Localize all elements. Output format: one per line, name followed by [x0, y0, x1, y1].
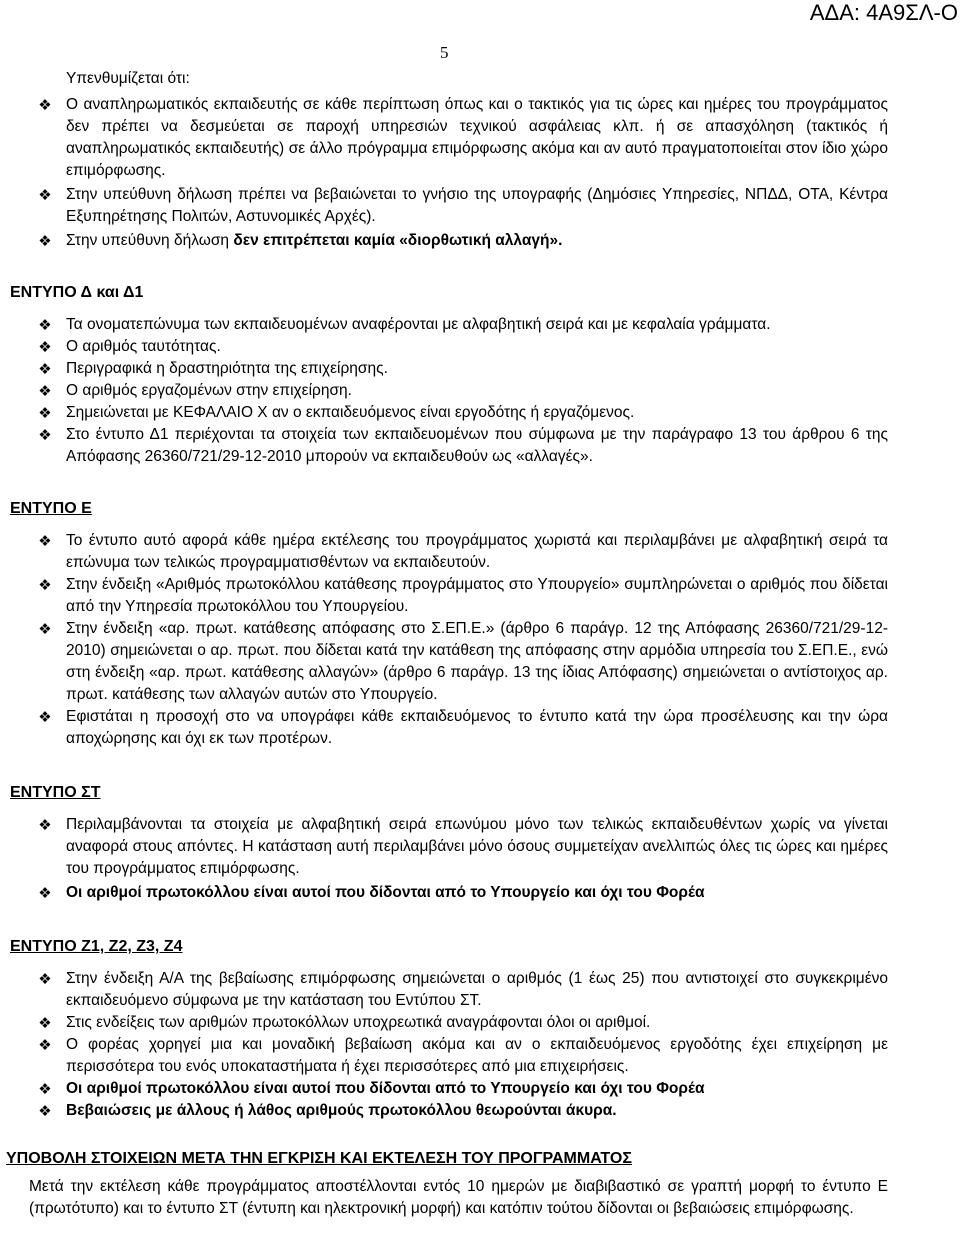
diamond-bullet-icon: ❖: [38, 382, 52, 400]
list-item-text: Ο αριθμός ταυτότητας.: [66, 338, 221, 355]
diamond-bullet-icon: ❖: [38, 360, 52, 378]
list-item-text: Τα ονοματεπώνυμα των εκπαιδευομένων αναφέρονται με αλφαβητική σειρά και με κεφαλαία γράμματα.: [66, 316, 771, 333]
list-item-bold-text: Οι αριθμοί πρωτοκόλλου είναι αυτοί που δίδονται από το Υπουργείο και όχι του Φορέα: [66, 1080, 705, 1097]
list-item: [0, 1078, 960, 1100]
list-item: [0, 574, 960, 618]
diamond-bullet-icon: ❖: [38, 338, 52, 356]
diamond-bullet-icon: ❖: [38, 232, 52, 250]
diamond-bullet-icon: ❖: [38, 404, 52, 422]
diamond-bullet-icon: ❖: [38, 1036, 52, 1054]
list-item-bold-text: δεν επιτρέπεται καμία «διορθωτική αλλαγή».: [233, 232, 563, 249]
section-heading-e: ΕΝΤΥΠΟ Ε: [10, 500, 92, 517]
list-item: [0, 530, 960, 574]
list-item: [0, 1034, 960, 1078]
diamond-bullet-icon: ❖: [38, 1102, 52, 1120]
diamond-bullet-icon: ❖: [38, 316, 52, 334]
list-item-text: Στην ένδειξη Α/Α της βεβαίωσης επιμόρφωσης σημειώνεται ο αριθμός (1 έως 25) που αντιστοιχεί στο συγκεκριμένο εκπαιδευόμενο σύμφωνα με την κατάσταση του Εντύπου ΣΤ.: [66, 970, 888, 1009]
diamond-bullet-icon: ❖: [38, 884, 52, 902]
list-item-text: Ο αναπληρωματικός εκπαιδευτής σε κάθε περίπτωση όπως και ο τακτικός για τις ώρες και ημέρες του προγράμματος δεν πρέπει να δεσμεύεται σε παροχή υπηρεσιών τεχνικού ασφάλειας κλπ. ή σε απασχόληση (τακτικός ή αναπληρωματικός εκπαιδευτής) σε άλλο πρόγραμμα επιμόρφωσης ακόμα και αν αυτό πραγματοποιείται στον ίδιο χώρο επιμόρφωσης.: [66, 96, 888, 179]
section-heading-d: ΕΝΤΥΠΟ Δ και Δ1: [10, 284, 144, 301]
section-heading-z: ΕΝΤΥΠΟ Ζ1, Ζ2, Ζ3, Ζ4: [10, 938, 183, 955]
section-st-list: [0, 814, 960, 904]
diamond-bullet-icon: ❖: [38, 620, 52, 638]
list-item: [0, 402, 960, 424]
list-item-text: Περιγραφικά η δραστηριότητα της επιχείρησης.: [66, 360, 388, 377]
page-number: 5: [440, 43, 449, 62]
list-item-text: Στην υπεύθυνη δήλωση πρέπει να βεβαιώνεται το γνήσιο της υπογραφής (Δημόσιες Υπηρεσίες, ΝΠΔΔ, ΟΤΑ, Κέντρα Εξυπηρέτησης Πολιτών, Αστυνομικές Αρχές).: [66, 186, 888, 225]
submission-paragraph: Μετά την εκτέλεση κάθε προγράμματος αποστέλλονται εντός 10 ημερών με διαβιβαστικό σε γραπτή μορφή το έντυπο Ε (πρωτότυπο) και το έντυπο ΣΤ (έντυπη και ηλεκτρονική μορφή) και κατόπιν τούτου δίδονται οι βεβαιώσεις επιμόρφωσης.: [29, 1178, 888, 1217]
list-item: [0, 314, 960, 336]
ada-code: ΑΔΑ: 4Α9ΣΛ-Ο: [809, 0, 958, 25]
list-item-text: Στην υπεύθυνη δήλωση: [66, 232, 234, 249]
list-item: [0, 230, 960, 252]
diamond-bullet-icon: ❖: [38, 1014, 52, 1032]
document-body: [0, 68, 960, 1220]
diamond-bullet-icon: ❖: [38, 1080, 52, 1098]
list-item: [0, 94, 960, 182]
list-item: [0, 968, 960, 1012]
list-item: [0, 1100, 960, 1122]
list-item-text: Περιλαμβάνονται τα στοιχεία με αλφαβητική σειρά επωνύμου μόνο των τελικώς εκπαιδευθέντων χωρίς να γίνεται αναφορά στους απόντες. Η κατάσταση αυτή περιλαμβάνει μόνο όσους συμμετείχαν ανελλιπώς όλες τις ώρες και ημέρες του προγράμματος επιμόρφωσης.: [66, 816, 888, 877]
section-z-list: [0, 968, 960, 1122]
list-item: [0, 184, 960, 228]
list-item-text: Το έντυπο αυτό αφορά κάθε ημέρα εκτέλεσης του προγράμματος χωριστά και περιλαμβάνει με αλφαβητική σειρά τα επώνυμα των τελικώς προγραμματισθέντων να εκπαιδευτούν.: [66, 532, 888, 571]
list-item-text: Στο έντυπο Δ1 περιέχονται τα στοιχεία των εκπαιδευομένων που σύμφωνα με την παράγραφο 13 του άρθρου 6 της Απόφασης 26360/721/29-12-2010 μπορούν να εκπαιδευθούν ως «αλλαγές».: [66, 426, 888, 465]
diamond-bullet-icon: ❖: [38, 576, 52, 594]
list-item: [0, 380, 960, 402]
list-item-bold-text: Οι αριθμοί πρωτοκόλλου είναι αυτοί που δίδονται από το Υπουργείο και όχι του Φορέα: [66, 884, 705, 901]
reminder-list: [0, 94, 960, 252]
list-item: [0, 882, 960, 904]
list-item: [0, 358, 960, 380]
list-item: [0, 618, 960, 706]
section-e-list: [0, 530, 960, 750]
diamond-bullet-icon: ❖: [38, 96, 52, 114]
reminder-title: Υπενθυμίζεται ότι:: [66, 70, 190, 87]
diamond-bullet-icon: ❖: [38, 708, 52, 726]
diamond-bullet-icon: ❖: [38, 426, 52, 444]
list-item-bold-text: Βεβαιώσεις με άλλους ή λάθος αριθμούς πρωτοκόλλου θεωρούνται άκυρα.: [66, 1102, 617, 1119]
list-item-text: Ο φορέας χορηγεί μια και μοναδική βεβαίωση ακόμα και αν ο εκπαιδευόμενος εργοδότης έχει επιχείρηση με περισσότερα του ενός υποκαταστήματα ή έχει περισσότερες από μια επιχειρήσεις.: [66, 1036, 888, 1075]
list-item-text: Στις ενδείξεις των αριθμών πρωτοκόλλων υποχρεωτικά αναγράφονται όλοι οι αριθμοί.: [66, 1014, 651, 1031]
list-item-text: Στην ένδειξη «αρ. πρωτ. κατάθεσης απόφασης στο Σ.ΕΠ.Ε.» (άρθρο 6 παράγρ. 12 της Απόφασης 26360/721/29-12-2010) σημειώνεται ο αρ. πρωτ. που δίδεται κατά την κατάθεση της απόφασης στην αρμόδια υπηρεσία του Σ.ΕΠ.Ε., ενώ στη ένδειξη «αρ. πρωτ. κατάθεσης αλλαγών» (άρθρο 6 παράγρ. 13 της ίδιας Απόφασης) σημειώνεται ο αντίστοιχος αρ. πρωτ. κατάθεσης των αλλαγών αυτών στο Υπουργείο.: [66, 620, 888, 703]
list-item-text: Σημειώνεται με ΚΕΦΑΛΑΙΟ Χ αν ο εκπαιδευόμενος είναι εργοδότης ή εργαζόμενος.: [66, 404, 635, 421]
diamond-bullet-icon: ❖: [38, 970, 52, 988]
list-item: [0, 706, 960, 750]
list-item-text: Ο αριθμός εργαζομένων στην επιχείρηση.: [66, 382, 352, 399]
diamond-bullet-icon: ❖: [38, 532, 52, 550]
list-item: [0, 336, 960, 358]
diamond-bullet-icon: ❖: [38, 816, 52, 834]
list-item: [0, 814, 960, 880]
list-item-text: Εφιστάται η προσοχή στο να υπογράφει κάθε εκπαιδευόμενος το έντυπο κατά την ώρα προσέλευσης και την ώρα αποχώρησης και όχι εκ των προτέρων.: [66, 708, 888, 747]
diamond-bullet-icon: ❖: [38, 186, 52, 204]
list-item: [0, 424, 960, 468]
section-heading-st: ΕΝΤΥΠΟ ΣΤ: [10, 784, 101, 801]
list-item-text: Στην ένδειξη «Αριθμός πρωτοκόλλου κατάθεσης προγράμματος στο Υπουργείο» συμπληρώνεται ο αριθμός που δίδεται από την Υπηρεσία πρωτοκόλλου του Υπουργείου.: [66, 576, 888, 615]
section-d-list: [0, 314, 960, 468]
list-item: [0, 1012, 960, 1034]
submission-heading: ΥΠΟΒΟΛΗ ΣΤΟΙΧΕΙΩΝ ΜΕΤΑ ΤΗΝ ΕΓΚΡΙΣΗ ΚΑΙ ΕΚΤΕΛΕΣΗ ΤΟΥ ΠΡΟΓΡΑΜΜΑΤΟΣ: [6, 1150, 632, 1167]
